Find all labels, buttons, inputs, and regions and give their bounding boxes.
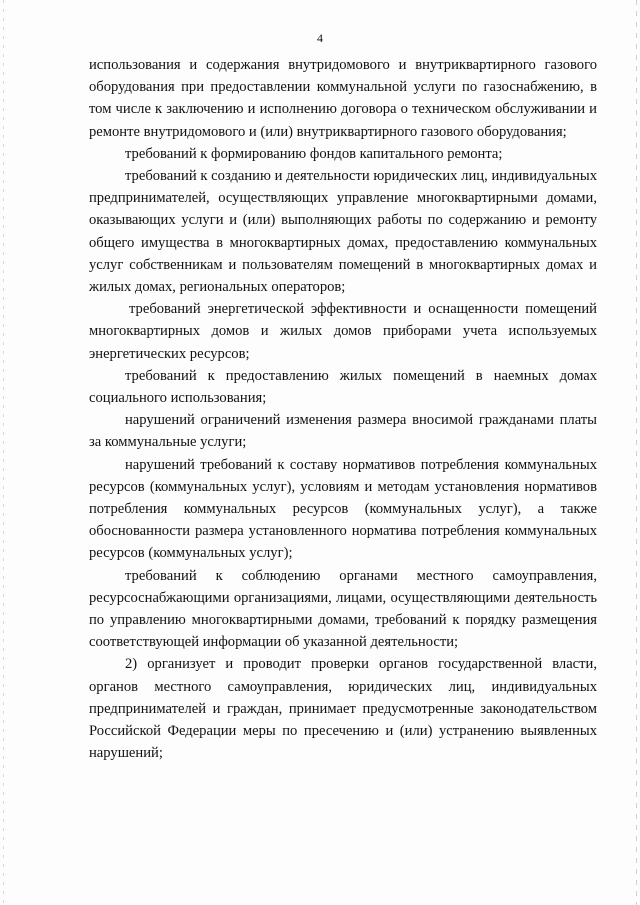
document-body xyxy=(89,54,597,765)
paragraph: требований к созданию и деятельности юридических лиц, индивидуальных предпринимателей, осуществляющих управление многоквартирными домами, оказывающих услуги и (или) выполняющих работы по содержанию и ремонту общего имущества в многоквартирных домах, предоставлению коммунальных услуг собственникам и пользователям помещений в многоквартирных домах и жилых домах, региональных операторов; xyxy=(89,168,597,296)
paragraph: использования и содержания внутридомового и внутриквартирного газового оборудования при предоставлении коммунальной услуги по газоснабжению, в том числе к заключению и исполнению договора о техническом обслуживании и ремонте внутридомового и (или) внутриквартирного газового оборудования; xyxy=(89,57,597,140)
scan-edge-left xyxy=(3,0,4,905)
page-number: 4 xyxy=(317,31,323,45)
paragraph: 2) организует и проводит проверки органов государственной власти, органов местного самоуправления, юридических лиц, индивидуальных предпринимателей и граждан, принимает предусмотренные законодательством Российской Федерации меры по пресечению и (или) устранению выявленных нарушений; xyxy=(89,656,597,762)
paragraph: требований к предоставлению жилых помещений в наемных домах социального использования; xyxy=(89,367,597,407)
paragraph: нарушений требований к составу нормативов потребления коммунальных ресурсов (коммунальных услуг), условиям и методам установления нормативов потребления коммунальных ресурсов (коммунальных услуг), а также обоснованности размера установленного норматива потребления коммунальных ресурсов (коммунальных услуг); xyxy=(89,456,597,562)
paragraph: требований энергетической эффективности и оснащенности помещений многоквартирных домов и жилых домов приборами учета используемых энергетических ресурсов; xyxy=(89,301,597,362)
paragraph: требований к формированию фондов капитального ремонта; xyxy=(125,145,503,162)
scan-edge-right xyxy=(636,0,637,905)
paragraph: нарушений ограничений изменения размера вносимой гражданами платы за коммунальные услуги; xyxy=(89,412,597,451)
paragraph: требований к соблюдению органами местного самоуправления, ресурсоснабжающими организациями, лицами, осуществляющими деятельность по управлению многоквартирными домами, требований к порядку размещения соответствующей информации об указанной деятельности; xyxy=(89,567,597,651)
